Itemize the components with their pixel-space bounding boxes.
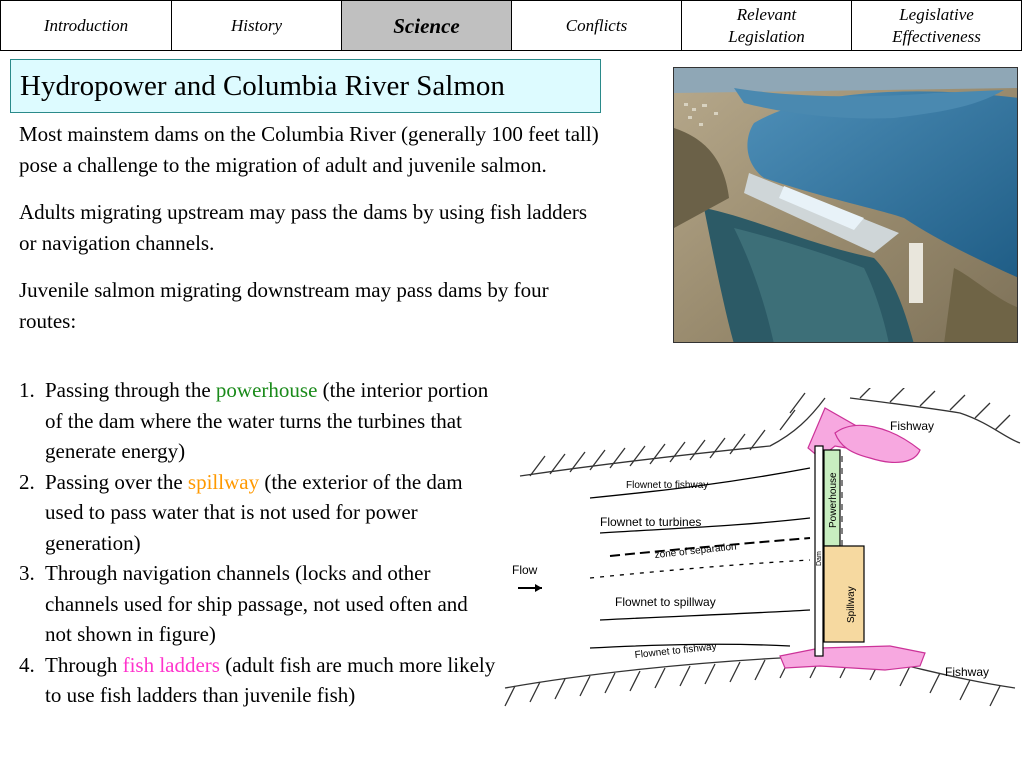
list-number: 3. bbox=[19, 561, 35, 585]
tab-label-line2: Effectiveness bbox=[892, 26, 981, 46]
list-item-text bbox=[45, 467, 499, 559]
list-text: Through navigation channels (locks and other channels used for ship passage, not used often and not shown in figure) bbox=[45, 561, 468, 646]
paragraph-adults: Adults migrating upstream may pass the dams by using fish ladders or navigation channels. bbox=[19, 200, 588, 255]
tab-label: Science bbox=[393, 13, 460, 38]
list-text: Through bbox=[45, 652, 123, 677]
flownet-turbines-label: Flownet to turbines bbox=[600, 515, 702, 529]
fish-ladders-term: fish ladders bbox=[122, 652, 220, 677]
bottom-fishway bbox=[780, 646, 925, 670]
powerhouse-term: powerhouse bbox=[215, 378, 318, 402]
paragraph-juveniles: Juvenile salmon migrating downstream may pass dams by four routes: bbox=[19, 278, 549, 333]
tab-label bbox=[728, 4, 805, 48]
tab-label-line1: Relevant bbox=[736, 4, 797, 24]
flownet-spillway-label: Flownet to spillway bbox=[615, 595, 716, 609]
list-item bbox=[19, 650, 499, 711]
tab-conflicts[interactable] bbox=[511, 0, 682, 51]
list-item-text bbox=[45, 375, 499, 467]
riverbank-hatching bbox=[505, 388, 1020, 706]
fishway-top-label: Fishway bbox=[890, 419, 935, 433]
list-text: (adult fish are much more likely to use fish ladders than juvenile fish) bbox=[45, 652, 496, 707]
list-item-text bbox=[45, 650, 499, 711]
list-text: Passing over the bbox=[45, 469, 188, 494]
tab-legislative-effectiveness[interactable] bbox=[851, 0, 1022, 51]
tab-label bbox=[892, 4, 981, 48]
flownet-fishway-top-label: Flownet to fishway bbox=[626, 480, 709, 491]
list-item-text bbox=[45, 558, 499, 650]
list-text: (the interior portion of the dam where the water turns the turbines that generate energy) bbox=[45, 378, 489, 463]
tab-introduction[interactable] bbox=[0, 0, 172, 51]
list-item bbox=[19, 375, 499, 467]
flow-label: Flow bbox=[512, 563, 538, 577]
tab-label: History bbox=[231, 15, 282, 35]
zone-separation-label: zone of separation bbox=[654, 541, 738, 561]
intro-text bbox=[19, 119, 599, 353]
routes-list bbox=[19, 375, 499, 711]
list-text: (the exterior of the dam used to pass water that is not used for power generation) bbox=[45, 469, 463, 555]
tab-relevant-legislation[interactable] bbox=[681, 0, 852, 51]
list-item bbox=[19, 558, 499, 650]
tab-label: Conflicts bbox=[565, 15, 628, 35]
list-number: 4. bbox=[19, 652, 35, 677]
tab-label-line2: Legislation bbox=[728, 26, 805, 46]
list-number: 1. bbox=[19, 378, 35, 402]
paragraph-dams: Most mainstem dams on the Columbia River (generally 100 feet tall) pose a challenge to the migration of adult and juvenile salmon. bbox=[19, 122, 599, 177]
fishway-bottom-label: Fishway bbox=[945, 665, 990, 679]
fish-passage-diagram bbox=[490, 388, 1024, 718]
dam-label: Dam bbox=[816, 551, 823, 566]
section-tab-bar bbox=[0, 0, 1024, 51]
list-number: 2. bbox=[19, 469, 35, 494]
powerhouse-label: Powerhouse bbox=[828, 472, 839, 528]
tab-history[interactable] bbox=[171, 0, 342, 51]
tab-science[interactable] bbox=[341, 0, 512, 51]
list-text: Passing through the bbox=[45, 378, 216, 402]
page-title bbox=[10, 59, 601, 113]
dam-wall bbox=[815, 446, 823, 656]
spillway-term: spillway bbox=[187, 469, 260, 494]
flownet-fishway-bottom-label: Flownet to fishway bbox=[634, 641, 718, 661]
page-title-text: Hydropower and Columbia River Salmon bbox=[20, 69, 505, 102]
spillway-block bbox=[824, 546, 864, 642]
dam-aerial-photo bbox=[673, 67, 1018, 343]
spillway-label: Spillway bbox=[846, 586, 857, 623]
list-item bbox=[19, 467, 499, 559]
flownet-arrows bbox=[590, 468, 810, 648]
tab-label-line1: Legislative bbox=[899, 4, 974, 24]
tab-label: Introduction bbox=[43, 15, 129, 35]
